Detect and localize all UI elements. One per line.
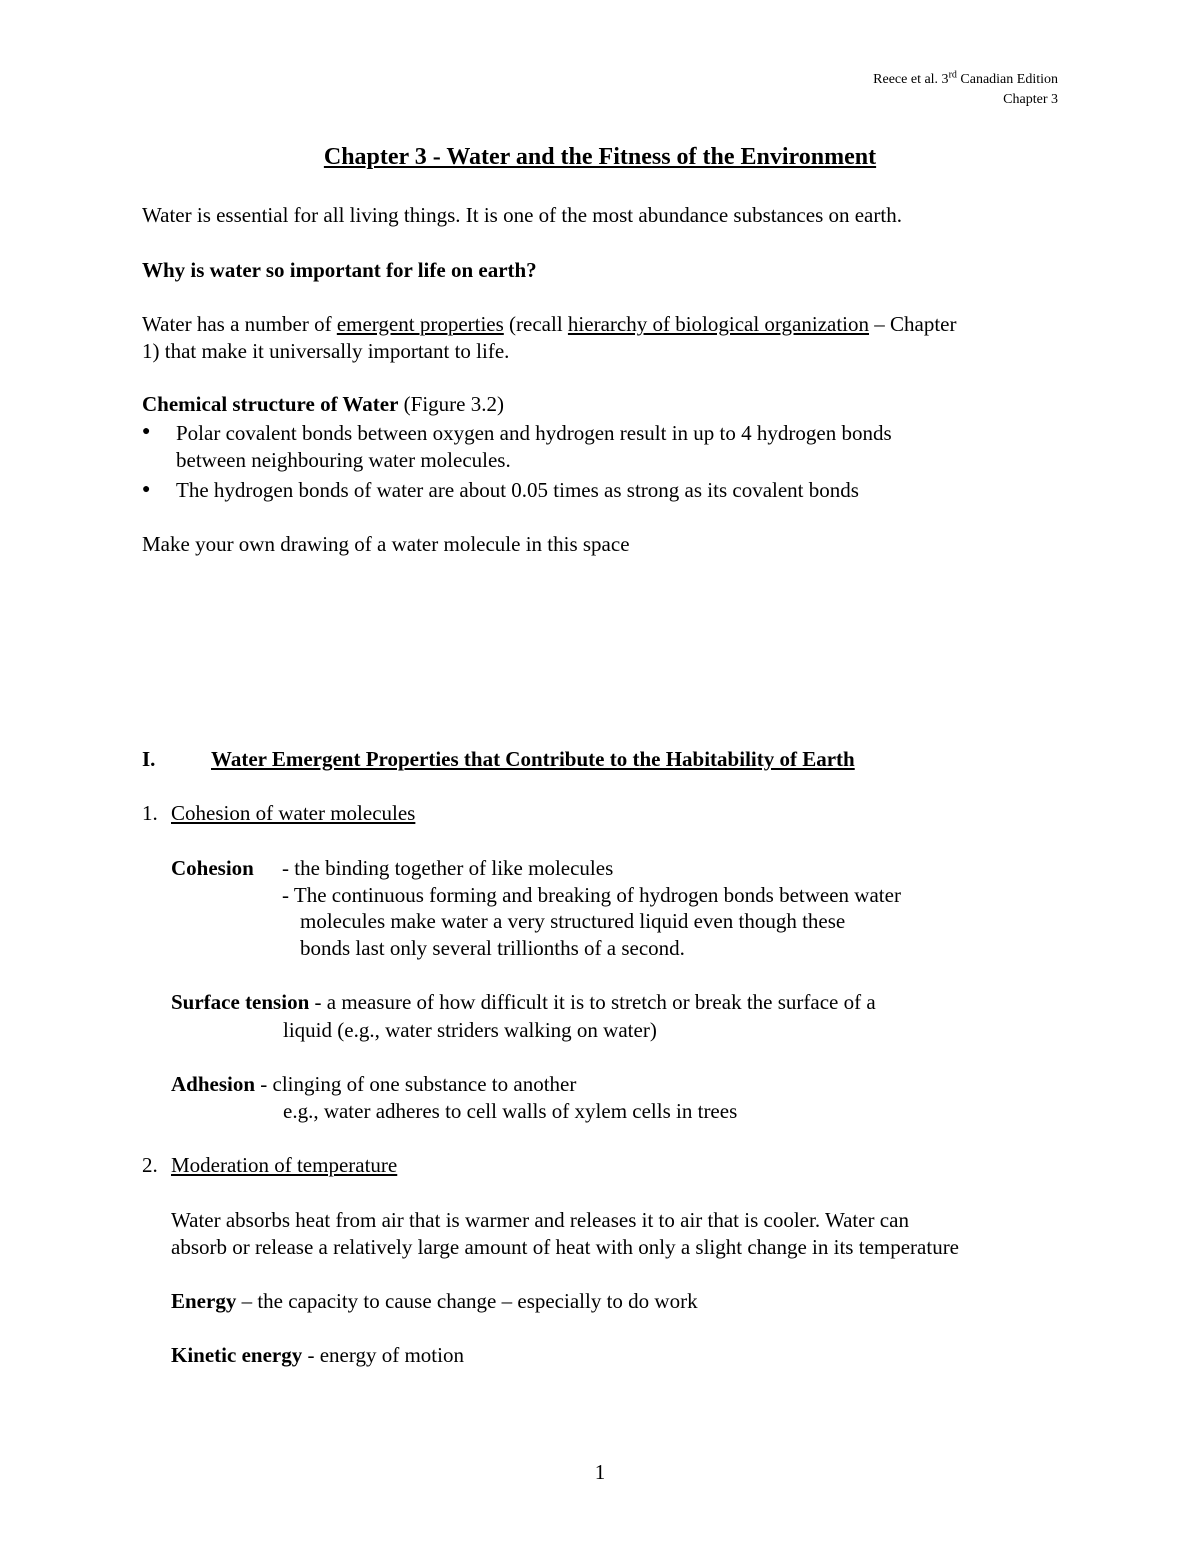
cohesion-definition-1: - the binding together of like molecules: [282, 856, 614, 880]
energy-term: Energy: [171, 1289, 237, 1313]
header-edition-prefix: Reece et al. 3: [873, 72, 949, 87]
structure-heading: [142, 391, 504, 418]
bullet-icon: ●: [142, 482, 151, 497]
temperature-paragraph-line1: Water absorbs heat from air that is warmer and releases it to air that is cooler. Water can: [171, 1208, 909, 1232]
adhesion-line2: e.g., water adheres to cell walls of xylem cells in trees: [283, 1099, 738, 1123]
running-header-chapter: Chapter 3: [1003, 92, 1058, 107]
section-numeral: I.: [142, 747, 156, 771]
emergent-text-2: (recall: [503, 312, 568, 336]
figure-reference: (Figure 3.2): [398, 392, 504, 416]
cohesion-definition-2-line2: molecules make water a very structured liquid even though these: [300, 909, 846, 933]
kinetic-energy-definition: [171, 1342, 464, 1369]
question-heading: Why is water so important for life on earth?: [142, 258, 537, 282]
item-2-number: 2.: [142, 1153, 158, 1177]
temperature-paragraph-line2: absorb or release a relatively large amount of heat with only a slight change in its temperature: [171, 1235, 960, 1259]
emergent-text-1: Water has a number of: [142, 312, 337, 336]
kinetic-energy-term: Kinetic energy: [171, 1343, 303, 1367]
energy-definition-text: – the capacity to cause change – especially to do work: [236, 1289, 698, 1313]
structure-bullet-2: The hydrogen bonds of water are about 0.05 times as strong as its covalent bonds: [176, 478, 859, 502]
item-1-title: Cohesion of water molecules: [171, 801, 416, 825]
header-edition-suffix: Canadian Edition: [956, 72, 1058, 87]
structure-bullet-1-line2: between neighbouring water molecules.: [176, 448, 511, 472]
emergent-paragraph-line2: 1) that make it universally important to life.: [142, 339, 510, 363]
hierarchy-term: hierarchy of biological organization: [567, 312, 870, 336]
surface-tension-definition: - a measure of how difficult it is to stretch or break the surface of a: [309, 990, 876, 1014]
surface-tension-line1: [171, 989, 876, 1016]
emergent-properties-term: emergent properties: [336, 312, 504, 336]
running-header-line1: [873, 70, 1058, 90]
adhesion-term: Adhesion: [171, 1072, 256, 1096]
drawing-prompt: Make your own drawing of a water molecule in this space: [142, 532, 630, 556]
kinetic-energy-definition-text: - energy of motion: [302, 1343, 464, 1367]
cohesion-definition-2-line3: bonds last only several trillionths of a second.: [300, 936, 685, 960]
cohesion-definition-2-line1: - The continuous forming and breaking of hydrogen bonds between water: [282, 883, 901, 907]
cohesion-term: Cohesion: [171, 856, 254, 880]
structure-bullet-1-line1: Polar covalent bonds between oxygen and hydrogen result in up to 4 hydrogen bonds: [176, 421, 892, 445]
bullet-icon: ●: [142, 424, 151, 439]
emergent-paragraph-line1: [142, 311, 957, 338]
header-edition-superscript: rd: [948, 69, 957, 81]
page-title: Chapter 3 - Water and the Fitness of the Environment: [323, 144, 877, 170]
item-1-number: 1.: [142, 801, 158, 825]
energy-definition: [171, 1288, 698, 1315]
page-number: 1: [594, 1460, 606, 1484]
emergent-text-3: – Chapter: [869, 312, 957, 336]
section-heading: Water Emergent Properties that Contribute to the Habitability of Earth: [211, 747, 855, 771]
surface-tension-term: Surface tension: [171, 990, 310, 1014]
adhesion-line1: [171, 1071, 576, 1098]
item-2-title: Moderation of temperature: [171, 1153, 398, 1177]
surface-tension-line2: liquid (e.g., water striders walking on water): [283, 1018, 657, 1042]
adhesion-definition: - clinging of one substance to another: [255, 1072, 577, 1096]
structure-heading-bold: Chemical structure of Water: [142, 392, 399, 416]
intro-paragraph: Water is essential for all living things. It is one of the most abundance substances on earth.: [142, 203, 902, 227]
